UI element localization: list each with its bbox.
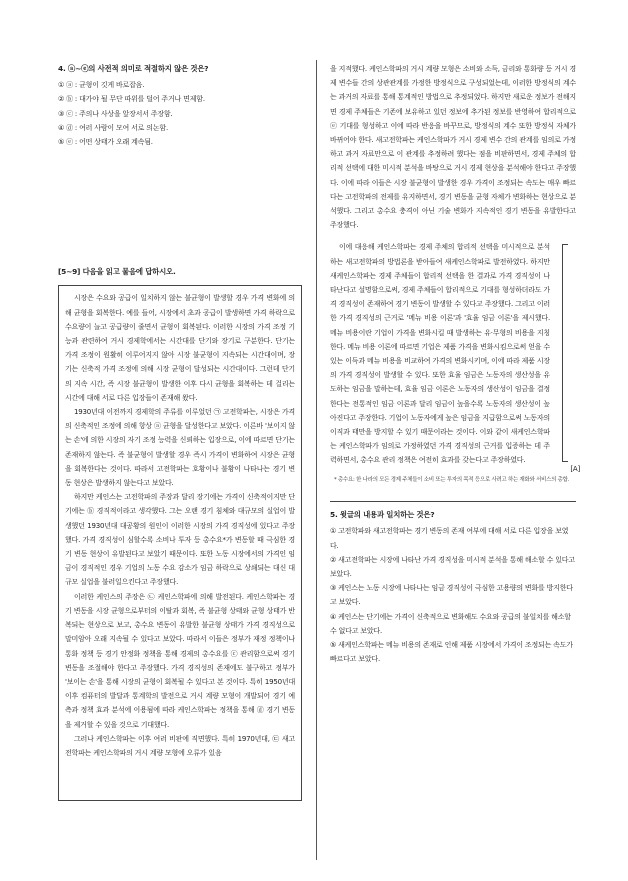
passage-continuation (330, 62, 576, 232)
question-set-header: [5~9] 다음을 읽고 물음에 답하시오. (58, 267, 176, 277)
q5-choice-1[interactable]: ① 고전학파와 새고전학파는 경기 변동의 존재 여부에 대해 서로 다른 입장을 보였다. (330, 527, 569, 550)
footnote: * 총수요: 한 나라의 모든 경제 주체들이 소비 또는 투자의 목적 등으로 사려고 하는 재화와 서비스의 총합. (334, 476, 570, 483)
passage-paragraph-5: 그러나 케인스학파는 이후 여러 비판에 직면했다. 특히 1970년대, ㉢ 새고전학파는 케인스학파의 거시 계량 모형에 오류가 있음 (65, 734, 295, 757)
passage-paragraph-2: 1930년대 이전까지 경제학의 주류를 이루었던 ㉠ 고전학파는, 시장은 가격의 신축적인 조정에 의해 항상 ⓐ 균형을 달성한다고 보았다. 이른바 '보이지 않는 손'에 의한 시장의 자기 조정 능력을 신뢰하는 입장으로, 이에 따르면 단기는 존재하지 않는다. 즉 불균형이 발생할 경우 즉시 가격이 변화하여 시장은 균형을 회복한다는 것이다. 따라서 고전학파는 호황이나 불황이 나타나는 경기 변동 현상은 발생하지 않는다고 보았다. (65, 408, 295, 488)
passage-continuation-text: 을 지적했다. 케인스학파의 거시 계량 모형은 소비와 소득, 금리와 통화량 등 거시 경제 변수들 간의 상관관계를 가정한 방정식으로 구성되었는데, 이러한 방정식의 계수는 과거의 자료를 통해 통계적인 방법으로 추정되었다. 하지만 새로운 정보가 전해지면 경제 주체들은 기존에 보유하고 있던 정보에 추가된 정보를 반영하여 합리적으로 ⓔ 기대를 형성하고 이에 따라 반응을 바꾸므로, 방정식의 계수 또한 방정식 자체가 바뀌어야 한다. 새고전학파는 케인스학파가 거시 경제 변수 간의 관계를 임의로 가정하고 과거 자료만으로 이 관계를 추정하려 했다는 점을 비판하면서, 경제 주체의 합리적 선택에 대한 미시적 분석을 바탕으로 거시 경제 현상을 분석해야 한다고 주장했다. 이에 따라 이들은 시장 불균형이 발생한 경우 가격이 조정되는 속도는 매우 빠르다는 고전학파의 전제를 유지하면서, 경기 변동을 균형 자체가 변화하는 현상으로 분석했다. 그리고 총수요 충격이 아닌 기술 변화가 지속적인 경기 변동을 유발한다고 주장했다. (330, 65, 576, 230)
q4-choice-1[interactable]: ① ⓐ : 균형이 깃게 바로잡음. (58, 81, 145, 90)
question-4-title: 4. ⓐ~ⓔ의 사전적 의미로 적절하지 않은 것은? (58, 64, 209, 73)
q4-choice-3[interactable]: ③ ⓒ : 주의나 사상을 앞장서서 주장함. (58, 109, 173, 118)
section-A-label: [A] (570, 465, 580, 474)
passage-paragraph-3: 하지만 케인스는 고전학파의 주장과 달리 장기에는 가격이 신축적이지만 단기에는 ⓑ 경직적이라고 생각했다. 그는 오랜 경기 침체와 대규모의 실업이 발생했던 1930년대 대공황의 원인이 이러한 시장의 가격 경직성에 있다고 주장했다. 가격 경직성이 심할수록 소비나 투자 등 총수요*가 변동할 때 극심한 경기 변동 현상이 유발된다고 보았기 때문이다. 또한 노동 시장에서의 가격인 임금이 경직적인 경우 기업의 노동 수요 감소가 임금 하락으로 상쇄되는 대신 대규모 실업을 불러일으킨다고 주장했다. (65, 493, 295, 587)
passage-paragraph-1: 시장은 수요와 공급이 일치하지 않는 불균형이 발생할 경우 가격 변화에 의해 균형을 회복한다. 예를 들어, 시장에서 초과 공급이 발생하면 가격 하락으로 수요량이 늘고 공급량이 줄면서 균형이 회복된다. 이러한 시장의 가격 조정 기능과 관련하여 거시 경제학에서는 시간대를 단기와 장기로 구분한다. 단기는 가격 조정이 원활히 이루어지지 않아 시장 불균형이 지속되는 시간대이며, 장기는 신축적 가격 조정에 의해 시장 균형이 달성되는 시간대이다. 그런데 단기의 지속 시간, 즉 시장 불균형이 발생한 이후 다시 균형을 회복하는 데 걸리는 시간에 대해 서로 다른 입장들이 존재해 왔다. (65, 294, 295, 402)
passage-paragraph-A: 이에 대응해 케인스학파는 경제 주체의 합리적 선택을 미시적으로 분석하는 새고전학파의 방법론을 받아들여 새케인스학파로 발전하였다. 하지만 새케인스학파는 경제 주체들이 합리적 선택을 한 결과로 가격 경직성이 나타난다고 설명함으로써, 경제 주체들이 합리적으로 기대를 형성하더라도 가격 경직성이 존재하여 경기 변동이 발생할 수 있다고 주장했다. 그리고 이러한 가격 경직성의 근거로 '메뉴 비용 이론'과 '효율 임금 이론'을 제시했다. 메뉴 비용이란 기업이 가격을 변화시킬 때 발생하는 유·무형의 비용을 지칭한다. 메뉴 비용 이론에 따르면 기업은 제품 가격을 변화시킴으로써 얻을 수 있는 이득과 메뉴 비용을 비교하여 가격의 변화시키며, 이에 따라 제품 시장의 가격 경직성이 발생할 수 있다. 또한 효율 임금은 노동자의 생산성을 유도하는 임금을 말하는데, 효율 임금 이론은 노동자의 생산성이 임금을 결정한다는 전통적인 임금 이론과 달리 임금이 높을수록 노동자의 생산성이 높아진다고 주장한다. 기업이 노동자에게 높은 임금을 지급함으로써 노동자의 이직과 태만을 방지할 수 있기 때문이라는 것이다. 이와 같이 새케인스학파는 케인스학파가 임의로 가정하였던 가격 경직성의 근거를 입증하는 데 주력하면서, 총수요 관리 정책은 여전히 효과를 갖는다고 주장하였다. (330, 243, 550, 465)
question-5-title: 5. 윗글의 내용과 일치하는 것은? (330, 510, 435, 520)
q4-choice-2[interactable]: ② ⓑ : 대가야 될 무단 따위를 덜어 주거나 면제함. (58, 95, 205, 104)
q4-choice-4[interactable]: ④ ⓓ : 여러 사람이 모여 서로 의논함. (58, 123, 168, 132)
left-column (58, 62, 302, 801)
section-divider (330, 501, 576, 502)
right-column (330, 62, 580, 666)
passage-box (58, 285, 302, 801)
column-divider (316, 60, 317, 860)
passage-paragraph-4: 이러한 케인스의 주장은 ㉡ 케인스학파에 의해 발전된다. 케인스학파는 경기 변동을 시장 균형으로부터의 이탈과 회복, 즉 불균형 상태와 균형 상태가 반복되는 현상으로 보고, 총수요 변동이 유발한 불균형 상태가 가격 경직성으로 말미암아 오래 지속될 수 있다고 보았다. 따라서 이들은 정부가 재정 정책이나 통화 정책 등 경기 안정화 정책을 통해 경제의 총수요를 ⓒ 관리함으로써 경기 변동을 조절해야 한다고 주장했다. 가격 경직성의 존재에도 불구하고 정부가 '보이는 손'을 통해 시장의 균형이 회복될 수 있다고 본 것이다. 특히 1950년대 이후 컴퓨터의 발달과 통계학의 발전으로 거시 계량 모형이 개발되어 경기 예측과 정책 효과 분석에 이용됨에 따라 케인스학파는 정책을 통해 ⓓ 경기 변동을 제거할 수 있을 것으로 기대했다. (65, 592, 295, 729)
section-bracket (562, 244, 568, 461)
q5-choice-4[interactable]: ④ 케인스는 단기에는 가격이 신축적으로 변화해도 수요와 공급의 불일치를 해소할 수 없다고 보았다. (330, 612, 571, 635)
question-4-choices (58, 78, 302, 149)
q4-choice-5[interactable]: ⑤ ⓔ : 어떤 상태가 오래 계속됨. (58, 138, 153, 147)
q5-choice-2[interactable]: ② 새고전학파는 시장에 나타난 가격 경직성을 미시적 분석을 통해 해소할 수 있다고 보았다. (330, 555, 575, 578)
question-5 (330, 508, 576, 666)
passage-section-A-text (330, 240, 576, 467)
passage-section-A (330, 240, 580, 474)
q5-choice-3[interactable]: ③ 케인스는 노동 시장에 나타나는 임금 경직성이 극심한 고용량의 변화를 방지한다고 보았다. (330, 584, 573, 607)
q5-choice-5[interactable]: ⑤ 새케인스학파는 메뉴 비용의 존재로 인해 제품 시장에서 가격이 조정되는 속도가 빠르다고 보았다. (330, 641, 573, 664)
question-5-choices (330, 524, 576, 666)
